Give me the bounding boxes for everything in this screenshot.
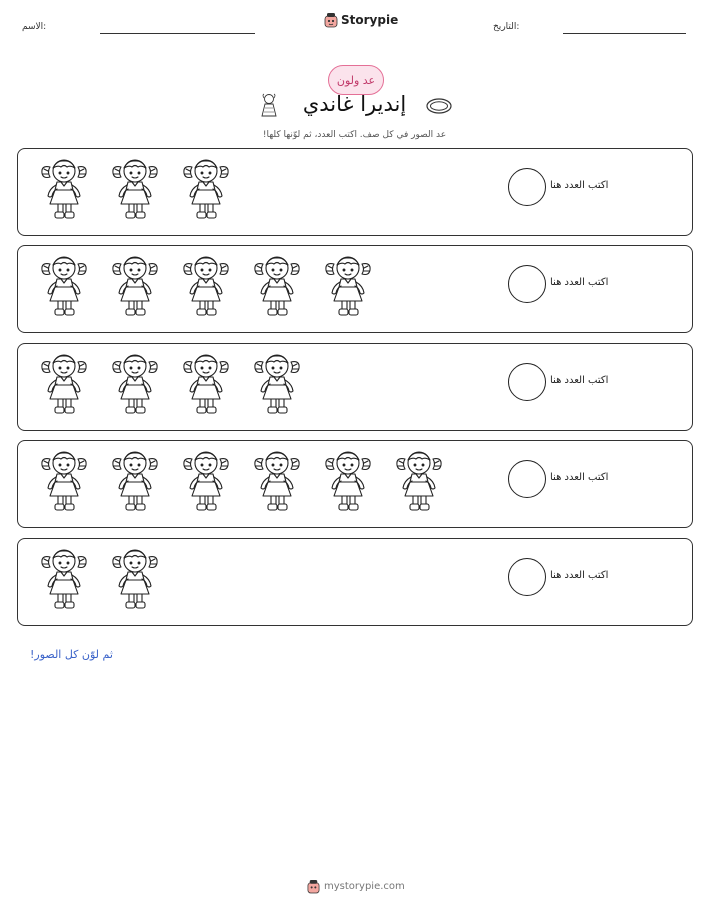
count-figure <box>99 252 170 320</box>
girl-doll-icon <box>181 252 231 318</box>
count-figure <box>170 447 241 515</box>
figure-group <box>28 350 312 418</box>
count-figure <box>241 350 312 418</box>
count-figure <box>28 447 99 515</box>
count-figure <box>241 252 312 320</box>
answer-circle[interactable] <box>508 168 546 206</box>
girl-doll-icon <box>181 155 231 221</box>
activity-badge: عد ولون <box>328 65 384 95</box>
count-figure <box>99 545 170 613</box>
instructions: عد الصور في كل صف. اكتب العدد، ثم لوّنها كلها! <box>262 130 447 140</box>
figure-group <box>28 545 170 613</box>
site-footer <box>307 879 405 894</box>
count-figure <box>241 447 312 515</box>
brand-name: Storypie <box>341 13 399 27</box>
answer-circle[interactable] <box>508 363 546 401</box>
count-figure <box>99 155 170 223</box>
girl-doll-icon <box>39 252 89 318</box>
figure-group <box>28 252 383 320</box>
counting-row <box>17 245 693 333</box>
count-figure <box>383 447 454 515</box>
answer-circle[interactable] <box>508 460 546 498</box>
storypie-logo-icon <box>307 879 320 894</box>
count-figure <box>170 350 241 418</box>
name-line[interactable] <box>100 33 255 34</box>
date-line[interactable] <box>563 33 686 34</box>
counting-row <box>17 538 693 626</box>
girl-doll-icon <box>110 252 160 318</box>
girl-doll-icon <box>39 350 89 416</box>
girl-doll-icon <box>110 350 160 416</box>
girl-doll-icon <box>323 447 373 513</box>
girl-doll-icon <box>181 447 231 513</box>
answer-label: اكتب العدد هنا <box>550 375 609 386</box>
girl-doll-icon <box>252 252 302 318</box>
girl-doll-icon <box>323 252 373 318</box>
counting-row <box>17 343 693 431</box>
count-figure <box>312 447 383 515</box>
counting-row <box>17 148 693 236</box>
figure-group <box>28 155 241 223</box>
girl-doll-icon <box>39 447 89 513</box>
girl-doll-icon <box>39 545 89 611</box>
storypie-logo-icon <box>324 12 338 28</box>
girl-doll-icon <box>39 155 89 221</box>
girl-doll-icon <box>394 447 444 513</box>
count-figure <box>28 350 99 418</box>
answer-circle[interactable] <box>508 558 546 596</box>
counting-row <box>17 440 693 528</box>
answer-label: اكتب العدد هنا <box>550 277 609 288</box>
girl-doll-icon <box>110 155 160 221</box>
site-url: mystorypie.com <box>324 881 405 892</box>
answer-label: اكتب العدد هنا <box>550 472 609 483</box>
girl-doll-icon <box>110 447 160 513</box>
figure-group <box>28 447 454 515</box>
count-figure <box>99 350 170 418</box>
page-title: إنديرا غاندي <box>302 92 407 116</box>
girl-doll-icon <box>252 447 302 513</box>
count-figure <box>99 447 170 515</box>
date-label: التاريخ: <box>493 22 520 32</box>
name-label: الاسم: <box>22 22 47 32</box>
brand-logo <box>324 12 398 28</box>
answer-circle[interactable] <box>508 265 546 303</box>
answer-label: اكتب العدد هنا <box>550 570 609 581</box>
girl-doll-icon <box>181 350 231 416</box>
girl-doll-icon <box>110 545 160 611</box>
count-figure <box>312 252 383 320</box>
count-figure <box>28 252 99 320</box>
count-figure <box>28 545 99 613</box>
count-figure <box>170 252 241 320</box>
count-figure <box>170 155 241 223</box>
doll-icon <box>258 92 280 120</box>
girl-doll-icon <box>252 350 302 416</box>
answer-label: اكتب العدد هنا <box>550 180 609 191</box>
coloring-note: ثم لوّن كل الصور! <box>30 648 113 661</box>
count-figure <box>28 155 99 223</box>
